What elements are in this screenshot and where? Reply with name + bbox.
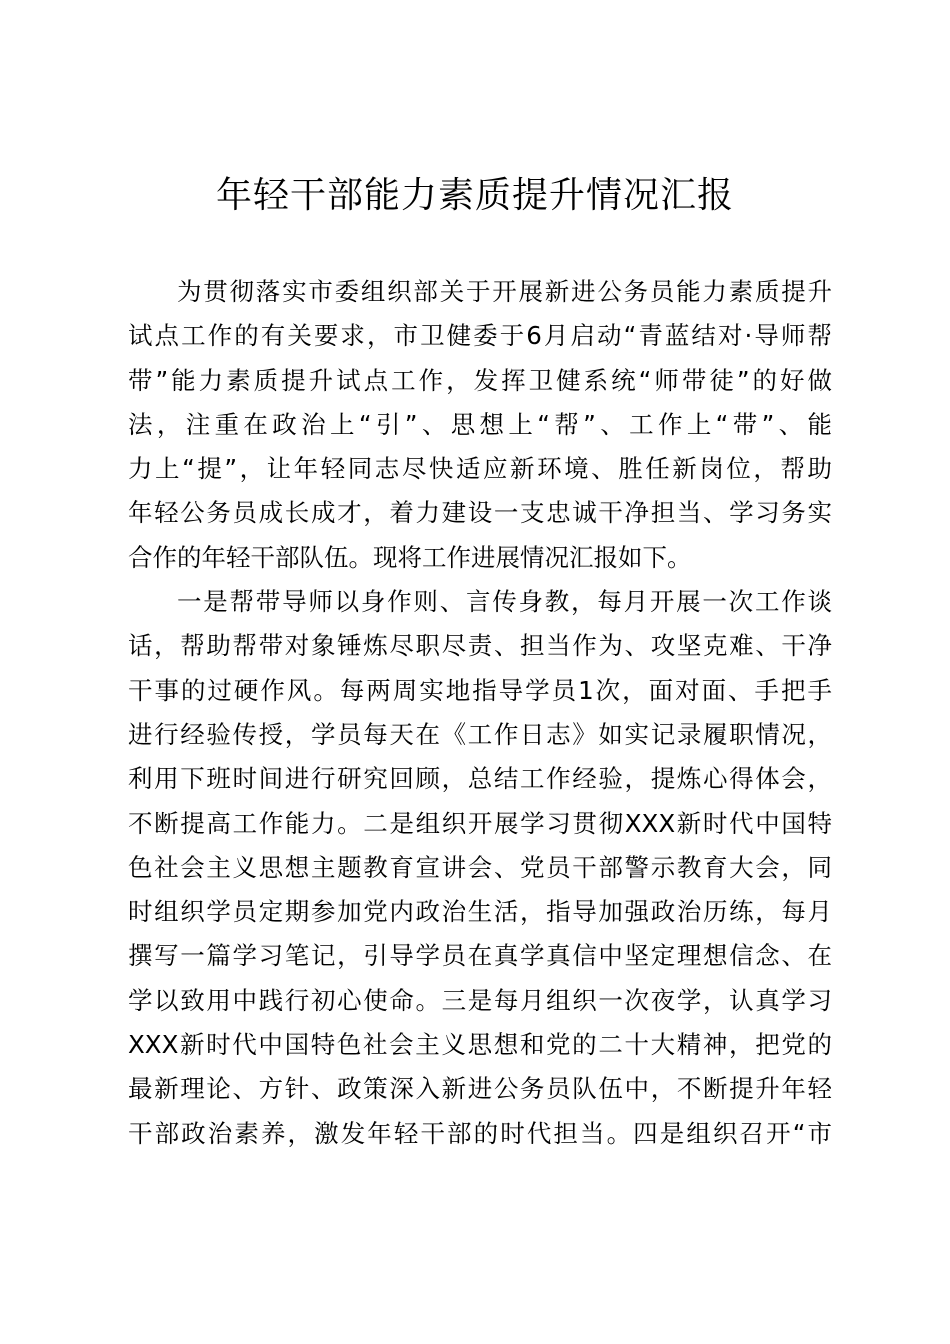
text-line: 带”能力素质提升试点工作，发挥卫健系统“师带徒”的好做	[128, 365, 832, 395]
text-line: XXX新时代中国特色社会主义思想和党的二十大精神，把党的	[128, 1030, 832, 1060]
page-title: 年轻干部能力素质提升情况汇报	[215, 175, 734, 216]
text-line: 撰写一篇学习笔记，引导学员在真学真信中坚定理想信念、在	[128, 941, 832, 971]
text-line: 一是帮带导师以身作则、言传身教，每月开展一次工作谈	[177, 587, 832, 617]
text-line: 试点工作的有关要求，市卫健委于6月启动“青蓝结对·导师帮	[128, 321, 832, 351]
text-line: 干部政治素养，激发年轻干部的时代担当。四是组织召开“市	[128, 1118, 832, 1148]
text-line: 干事的过硬作风。每两周实地指导学员1次，面对面、手把手	[128, 675, 832, 705]
text-line: 最新理论、方针、政策深入新进公务员队伍中，不断提升年轻	[128, 1074, 832, 1104]
document-body	[128, 270, 832, 1156]
text-line: 利用下班时间进行研究回顾，总结工作经验，提炼心得体会，	[128, 764, 832, 794]
text-line: 色社会主义思想主题教育宣讲会、党员干部警示教育大会，同	[128, 852, 832, 882]
text-line: 学以致用中践行初心使命。三是每月组织一次夜学，认真学习	[128, 985, 832, 1015]
text-line: 年轻公务员成长成才，着力建设一支忠诚干净担当、学习务实	[128, 498, 832, 528]
text-line: 合作的年轻干部队伍。现将工作进展情况汇报如下。	[128, 542, 692, 572]
text-line: 不断提高工作能力。二是组织开展学习贯彻XXX新时代中国特	[128, 808, 832, 838]
text-line: 为贯彻落实市委组织部关于开展新进公务员能力素质提升	[177, 277, 832, 306]
text-line: 力上“提”，让年轻同志尽快适应新环境、胜任新岗位，帮助	[128, 454, 832, 484]
text-line: 进行经验传授，学员每天在《工作日志》如实记录履职情况，	[128, 719, 832, 749]
text-line: 时组织学员定期参加党内政治生活，指导加强政治历练，每月	[128, 897, 832, 927]
text-line: 法，注重在政治上“引”、思想上“帮”、工作上“带”、能	[128, 409, 832, 439]
text-line: 话，帮助帮带对象锤炼尽职尽责、担当作为、攻坚克难、干净	[128, 631, 832, 661]
